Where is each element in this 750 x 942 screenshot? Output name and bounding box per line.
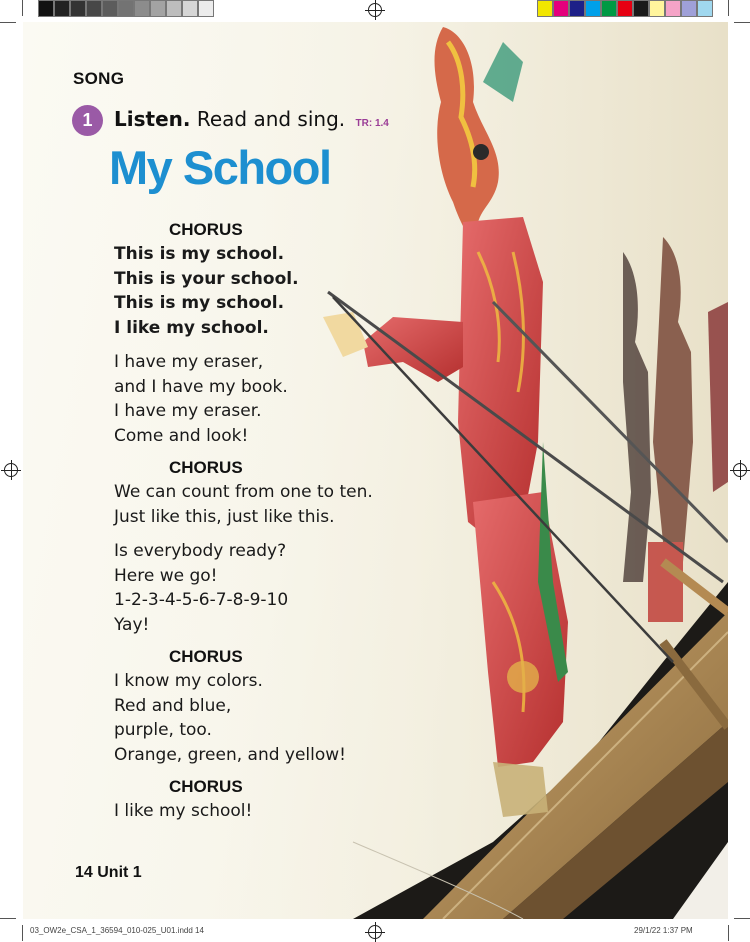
book-page: [23, 22, 728, 919]
color-swatch: [649, 0, 665, 17]
lyric-line: I like my school!: [114, 801, 253, 821]
color-swatch: [118, 0, 134, 17]
color-swatch: [54, 0, 70, 17]
color-swatch: [182, 0, 198, 17]
crop-mark: [734, 22, 750, 23]
color-swatch: [166, 0, 182, 17]
lyric-line: Is everybody ready?: [114, 541, 287, 561]
section-label: SONG: [73, 69, 125, 88]
color-swatch: [38, 0, 54, 17]
lyric-line: I have my eraser.: [114, 401, 262, 421]
lyric-line: Red and blue,: [114, 695, 232, 716]
lyric-line: I know my colors.: [114, 671, 263, 691]
activity-number: 1: [82, 110, 93, 130]
verse-stanza: [114, 480, 434, 529]
lyric-line: purple, too.: [114, 720, 212, 740]
instruction-strong: Listen.: [114, 107, 191, 131]
registration-mark-right: [733, 463, 747, 477]
color-swatch: [665, 0, 681, 17]
color-swatch: [70, 0, 86, 17]
verse-stanza: [114, 539, 434, 637]
cmyk-color-bar: [537, 0, 713, 17]
chorus-heading: CHORUS: [169, 220, 243, 239]
lyric-line: I have my eraser,: [114, 352, 264, 372]
activity-instruction: [114, 107, 389, 131]
page-footer: 14 Unit 1: [75, 864, 142, 881]
registration-mark-top: [368, 3, 382, 17]
lyric-line: Come and look!: [114, 425, 249, 446]
instruction-rest: Read and sing.: [196, 107, 346, 131]
song-lyrics: [114, 218, 434, 824]
crop-mark: [0, 22, 16, 23]
color-swatch: [633, 0, 649, 17]
registration-mark-left: [4, 463, 18, 477]
song-title: My School: [109, 141, 331, 194]
lyric-line: This is my school.: [114, 293, 285, 313]
grayscale-color-bar: [38, 0, 214, 17]
ending-stanza: [114, 799, 434, 824]
slug-date-info: 29/1/22 1:37 PM: [634, 926, 693, 935]
color-swatch: [569, 0, 585, 17]
activity-number-badge: [72, 105, 103, 136]
chorus-heading: CHORUS: [169, 647, 243, 666]
color-swatch: [601, 0, 617, 17]
slug-file-info: 03_OW2e_CSA_1_36594_010-025_U01.indd 14: [30, 926, 204, 935]
crop-mark: [734, 918, 750, 919]
crop-mark: [0, 918, 16, 919]
audio-track-label: TR: 1.4: [355, 118, 389, 129]
lyric-line: This is your school.: [114, 268, 299, 289]
color-swatch: [681, 0, 697, 17]
verse-stanza: [114, 350, 434, 448]
lyric-line: Just like this, just like this.: [114, 506, 335, 527]
chorus-heading: CHORUS: [169, 458, 243, 477]
color-swatch: [134, 0, 150, 17]
chorus-heading: CHORUS: [169, 777, 243, 796]
lyric-line: Here we go!: [114, 565, 218, 586]
color-swatch: [102, 0, 118, 17]
color-swatch: [198, 0, 214, 17]
color-swatch: [617, 0, 633, 17]
lyric-line: We can count from one to ten.: [114, 482, 373, 502]
lyric-line: This is my school.: [114, 244, 285, 264]
color-swatch: [697, 0, 713, 17]
color-swatch: [86, 0, 102, 17]
lyric-line: I like my school.: [114, 317, 269, 338]
verse-stanza: [114, 669, 434, 767]
lyric-line: Yay!: [114, 614, 150, 635]
color-swatch: [553, 0, 569, 17]
crop-mark: [728, 925, 729, 941]
registration-mark-bottom: [368, 925, 382, 939]
color-swatch: [537, 0, 553, 17]
color-swatch: [150, 0, 166, 17]
lyric-line: Orange, green, and yellow!: [114, 744, 346, 765]
chorus-stanza: [114, 242, 434, 340]
lyric-line: and I have my book.: [114, 376, 288, 397]
crop-mark: [22, 925, 23, 941]
crop-mark: [728, 0, 729, 16]
color-swatch: [585, 0, 601, 17]
crop-mark: [22, 0, 23, 16]
lyric-line: 1-2-3-4-5-6-7-8-9-10: [114, 590, 289, 610]
